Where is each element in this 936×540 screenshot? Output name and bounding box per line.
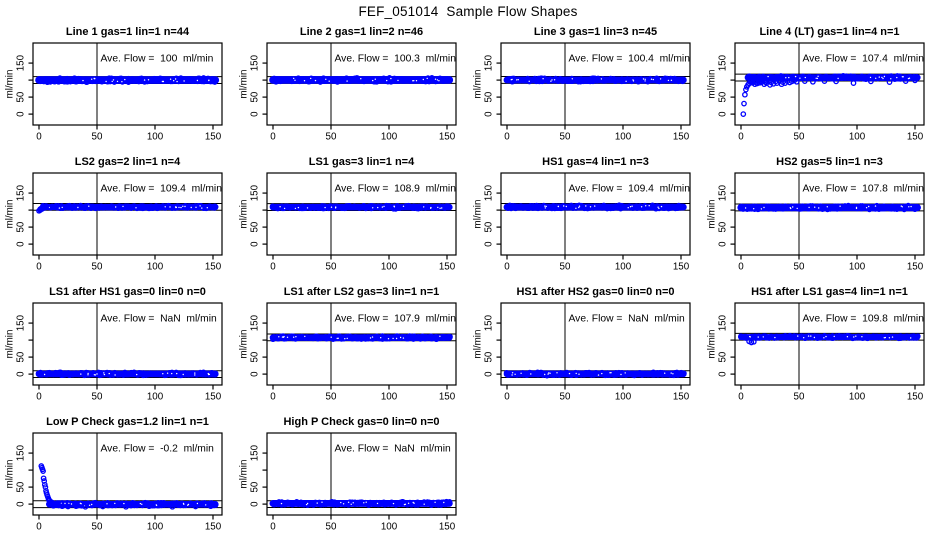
subplot-title: HS1 after LS1 gas=4 lin=1 n=1 xyxy=(751,286,908,298)
y-axis-label: ml/min xyxy=(4,459,16,489)
ave-flow-annotation: Ave. Flow = 100 ml/min xyxy=(100,53,214,65)
y-axis-label: ml/min xyxy=(706,69,718,99)
subplot-5 xyxy=(5,156,223,273)
ave-flow-annotation: Ave. Flow = 100.4 ml/min xyxy=(568,53,690,65)
ave-flow-annotation: Ave. Flow = NaN ml/min xyxy=(568,313,685,325)
x-tick-label: 150 xyxy=(438,391,456,403)
subplot-title: Line 3 gas=1 lin=3 n=45 xyxy=(533,26,658,38)
data-points xyxy=(41,203,217,210)
subplot-3 xyxy=(473,26,691,143)
subplot-title: Line 2 gas=1 lin=2 n=46 xyxy=(299,26,424,38)
y-tick-label: 0 xyxy=(15,371,27,377)
data-points xyxy=(270,500,451,508)
y-tick-label: 150 xyxy=(249,444,261,462)
subplot-11 xyxy=(473,286,691,403)
y-tick-label: 50 xyxy=(483,221,495,233)
y-tick-label: 150 xyxy=(15,184,27,202)
transient-points xyxy=(37,205,51,213)
ave-flow-annotation: Ave. Flow = -0.2 ml/min xyxy=(100,443,214,455)
data-points xyxy=(36,370,217,378)
x-tick-label: 50 xyxy=(325,521,337,533)
data-points xyxy=(37,76,217,85)
y-tick-label: 50 xyxy=(249,91,261,103)
y-axis-ticks xyxy=(718,184,736,246)
x-axis-ticks xyxy=(738,125,923,143)
x-tick-label: 150 xyxy=(438,521,456,533)
y-tick-label: 50 xyxy=(717,91,729,103)
x-tick-label: 150 xyxy=(906,131,924,143)
y-tick-label: 0 xyxy=(249,241,261,247)
subplot-4 xyxy=(707,26,925,143)
subplot-7 xyxy=(473,156,691,273)
x-tick-label: 0 xyxy=(36,521,42,533)
x-tick-label: 150 xyxy=(204,261,222,273)
y-tick-label: 50 xyxy=(249,221,261,233)
x-tick-label: 100 xyxy=(848,131,866,143)
x-tick-label: 0 xyxy=(270,261,276,273)
x-axis-ticks xyxy=(36,385,221,403)
data-points xyxy=(271,76,451,85)
y-axis-ticks xyxy=(16,54,34,116)
y-tick-label: 0 xyxy=(483,111,495,117)
ave-flow-annotation: Ave. Flow = 109.4 ml/min xyxy=(100,183,222,195)
x-tick-label: 150 xyxy=(672,391,690,403)
x-tick-label: 0 xyxy=(270,391,276,403)
y-axis-label: ml/min xyxy=(238,329,250,359)
ave-flow-annotation: Ave. Flow = NaN ml/min xyxy=(334,443,451,455)
y-tick-label: 50 xyxy=(15,91,27,103)
y-tick-label: 0 xyxy=(717,241,729,247)
subplot-title: LS1 after LS2 gas=3 lin=1 n=1 xyxy=(283,286,440,298)
subplot-13 xyxy=(5,416,223,533)
x-tick-label: 100 xyxy=(380,131,398,143)
x-tick-label: 50 xyxy=(559,391,571,403)
y-tick-label: 150 xyxy=(483,184,495,202)
y-axis-ticks xyxy=(250,444,268,506)
transient-points xyxy=(741,78,917,116)
y-tick-label: 50 xyxy=(249,351,261,363)
subplot-2 xyxy=(239,26,457,143)
y-tick-label: 0 xyxy=(483,241,495,247)
ave-flow-annotation: Ave. Flow = 108.9 ml/min xyxy=(334,183,456,195)
x-tick-label: 0 xyxy=(36,261,42,273)
subplot-title: Line 4 (LT) gas=1 lin=4 n=1 xyxy=(759,26,900,38)
subplot-title: LS2 gas=2 lin=1 n=4 xyxy=(74,156,181,168)
x-tick-label: 50 xyxy=(559,261,571,273)
x-tick-label: 0 xyxy=(36,131,42,143)
y-tick-label: 150 xyxy=(717,54,729,72)
x-tick-label: 50 xyxy=(793,261,805,273)
x-axis-ticks xyxy=(270,385,455,403)
subplot-14 xyxy=(239,416,457,533)
y-tick-label: 0 xyxy=(483,371,495,377)
x-tick-label: 150 xyxy=(204,131,222,143)
x-tick-label: 150 xyxy=(906,391,924,403)
subplot-title: HS1 after HS2 gas=0 lin=0 n=0 xyxy=(516,286,675,298)
y-tick-label: 150 xyxy=(15,54,27,72)
y-axis-label: ml/min xyxy=(472,69,484,99)
y-axis-label: ml/min xyxy=(4,199,16,229)
x-tick-label: 150 xyxy=(672,261,690,273)
subplot-9 xyxy=(5,286,223,403)
x-tick-label: 50 xyxy=(325,131,337,143)
subplot-12 xyxy=(707,286,925,403)
x-axis-ticks xyxy=(270,125,455,143)
x-tick-label: 0 xyxy=(36,391,42,403)
y-tick-label: 50 xyxy=(15,221,27,233)
x-tick-label: 50 xyxy=(793,131,805,143)
x-tick-label: 0 xyxy=(504,391,510,403)
data-points xyxy=(505,76,685,84)
y-tick-label: 150 xyxy=(249,184,261,202)
x-tick-label: 100 xyxy=(614,391,632,403)
x-tick-label: 100 xyxy=(146,521,164,533)
ave-flow-annotation: Ave. Flow = NaN ml/min xyxy=(100,313,217,325)
y-tick-label: 50 xyxy=(249,481,261,493)
transient-points xyxy=(747,339,756,345)
x-tick-label: 150 xyxy=(672,131,690,143)
y-tick-label: 50 xyxy=(717,351,729,363)
y-axis-label: ml/min xyxy=(238,459,250,489)
y-axis-label: ml/min xyxy=(472,199,484,229)
y-axis-label: ml/min xyxy=(706,199,718,229)
y-tick-label: 150 xyxy=(249,54,261,72)
figure-title: FEF_051014 Sample Flow Shapes xyxy=(358,4,578,19)
y-axis-ticks xyxy=(16,184,34,246)
y-tick-label: 150 xyxy=(15,444,27,462)
subplot-title: LS1 after HS1 gas=0 lin=0 n=0 xyxy=(49,286,206,298)
y-tick-label: 50 xyxy=(483,91,495,103)
x-tick-label: 100 xyxy=(380,391,398,403)
data-points xyxy=(739,203,919,211)
y-tick-label: 50 xyxy=(15,481,27,493)
data-points xyxy=(505,203,686,211)
x-tick-label: 0 xyxy=(738,391,744,403)
subplot-10 xyxy=(239,286,457,403)
x-tick-label: 100 xyxy=(380,261,398,273)
x-tick-label: 50 xyxy=(91,521,103,533)
subplot-title: Line 1 gas=1 lin=1 n=44 xyxy=(65,26,190,38)
y-axis-label: ml/min xyxy=(706,329,718,359)
y-tick-label: 0 xyxy=(717,111,729,117)
y-axis-label: ml/min xyxy=(238,69,250,99)
data-points xyxy=(47,501,218,508)
ave-flow-annotation: Ave. Flow = 107.9 ml/min xyxy=(334,313,456,325)
y-tick-label: 0 xyxy=(15,111,27,117)
x-tick-label: 100 xyxy=(614,261,632,273)
x-axis-ticks xyxy=(270,515,455,533)
y-axis-ticks xyxy=(718,54,736,116)
subplot-title: HS1 gas=4 lin=1 n=3 xyxy=(542,156,649,168)
y-tick-label: 50 xyxy=(717,221,729,233)
x-tick-label: 0 xyxy=(504,131,510,143)
y-tick-label: 150 xyxy=(483,314,495,332)
y-tick-label: 50 xyxy=(15,351,27,363)
y-tick-label: 0 xyxy=(717,371,729,377)
ave-flow-annotation: Ave. Flow = 109.4 ml/min xyxy=(568,183,690,195)
x-axis-ticks xyxy=(36,515,221,533)
ave-flow-annotation: Ave. Flow = 107.8 ml/min xyxy=(802,183,924,195)
subplot-1 xyxy=(5,26,223,143)
y-axis-label: ml/min xyxy=(472,329,484,359)
ave-flow-annotation: Ave. Flow = 107.4 ml/min xyxy=(802,53,924,65)
data-points xyxy=(270,204,451,212)
subplot-title: High P Check gas=0 lin=0 n=0 xyxy=(283,416,440,428)
y-tick-label: 0 xyxy=(15,501,27,507)
x-tick-label: 100 xyxy=(146,131,164,143)
subplot-8 xyxy=(707,156,925,273)
x-tick-label: 50 xyxy=(91,131,103,143)
x-tick-label: 0 xyxy=(738,261,744,273)
x-tick-label: 100 xyxy=(146,391,164,403)
y-tick-label: 150 xyxy=(717,314,729,332)
y-axis-ticks xyxy=(484,184,502,246)
y-axis-label: ml/min xyxy=(238,199,250,229)
x-axis-ticks xyxy=(504,125,689,143)
subplot-title: HS2 gas=5 lin=1 n=3 xyxy=(776,156,883,168)
x-tick-label: 0 xyxy=(270,521,276,533)
x-tick-label: 100 xyxy=(614,131,632,143)
x-tick-label: 150 xyxy=(906,261,924,273)
x-tick-label: 150 xyxy=(438,261,456,273)
y-tick-label: 150 xyxy=(15,314,27,332)
x-axis-ticks xyxy=(504,255,689,273)
x-axis-ticks xyxy=(738,385,923,403)
y-axis-label: ml/min xyxy=(4,329,16,359)
y-axis-ticks xyxy=(250,314,268,376)
y-axis-ticks xyxy=(484,314,502,376)
x-axis-ticks xyxy=(270,255,455,273)
x-tick-label: 100 xyxy=(146,261,164,273)
x-tick-label: 100 xyxy=(848,261,866,273)
x-axis-ticks xyxy=(504,385,689,403)
x-tick-label: 150 xyxy=(204,391,222,403)
x-tick-label: 0 xyxy=(738,131,744,143)
y-tick-label: 150 xyxy=(483,54,495,72)
y-tick-label: 0 xyxy=(249,501,261,507)
x-tick-label: 100 xyxy=(380,521,398,533)
subplot-6 xyxy=(239,156,457,273)
data-points xyxy=(504,370,686,378)
y-axis-ticks xyxy=(16,314,34,376)
y-axis-ticks xyxy=(16,444,34,506)
y-tick-label: 150 xyxy=(717,184,729,202)
y-tick-label: 50 xyxy=(483,351,495,363)
y-axis-ticks xyxy=(250,54,268,116)
y-axis-label: ml/min xyxy=(4,69,16,99)
y-axis-ticks xyxy=(718,314,736,376)
x-tick-label: 100 xyxy=(848,391,866,403)
y-tick-label: 0 xyxy=(249,111,261,117)
ave-flow-annotation: Ave. Flow = 100.3 ml/min xyxy=(334,53,456,65)
x-tick-label: 50 xyxy=(793,391,805,403)
x-tick-label: 150 xyxy=(204,521,222,533)
data-points xyxy=(271,334,452,342)
x-tick-label: 0 xyxy=(270,131,276,143)
x-tick-label: 50 xyxy=(325,261,337,273)
x-tick-label: 0 xyxy=(504,261,510,273)
data-points xyxy=(739,334,920,341)
y-axis-ticks xyxy=(484,54,502,116)
x-tick-label: 50 xyxy=(91,391,103,403)
x-tick-label: 50 xyxy=(559,131,571,143)
x-axis-ticks xyxy=(738,255,923,273)
x-tick-label: 50 xyxy=(91,261,103,273)
y-tick-label: 0 xyxy=(249,371,261,377)
subplot-title: LS1 gas=3 lin=1 n=4 xyxy=(308,156,415,168)
y-tick-label: 0 xyxy=(15,241,27,247)
subplot-title: Low P Check gas=1.2 lin=1 n=1 xyxy=(46,416,209,428)
y-tick-label: 150 xyxy=(249,314,261,332)
x-axis-ticks xyxy=(36,125,221,143)
y-axis-ticks xyxy=(250,184,268,246)
x-axis-ticks xyxy=(36,255,221,273)
ave-flow-annotation: Ave. Flow = 109.8 ml/min xyxy=(802,313,924,325)
x-tick-label: 150 xyxy=(438,131,456,143)
x-tick-label: 50 xyxy=(325,391,337,403)
